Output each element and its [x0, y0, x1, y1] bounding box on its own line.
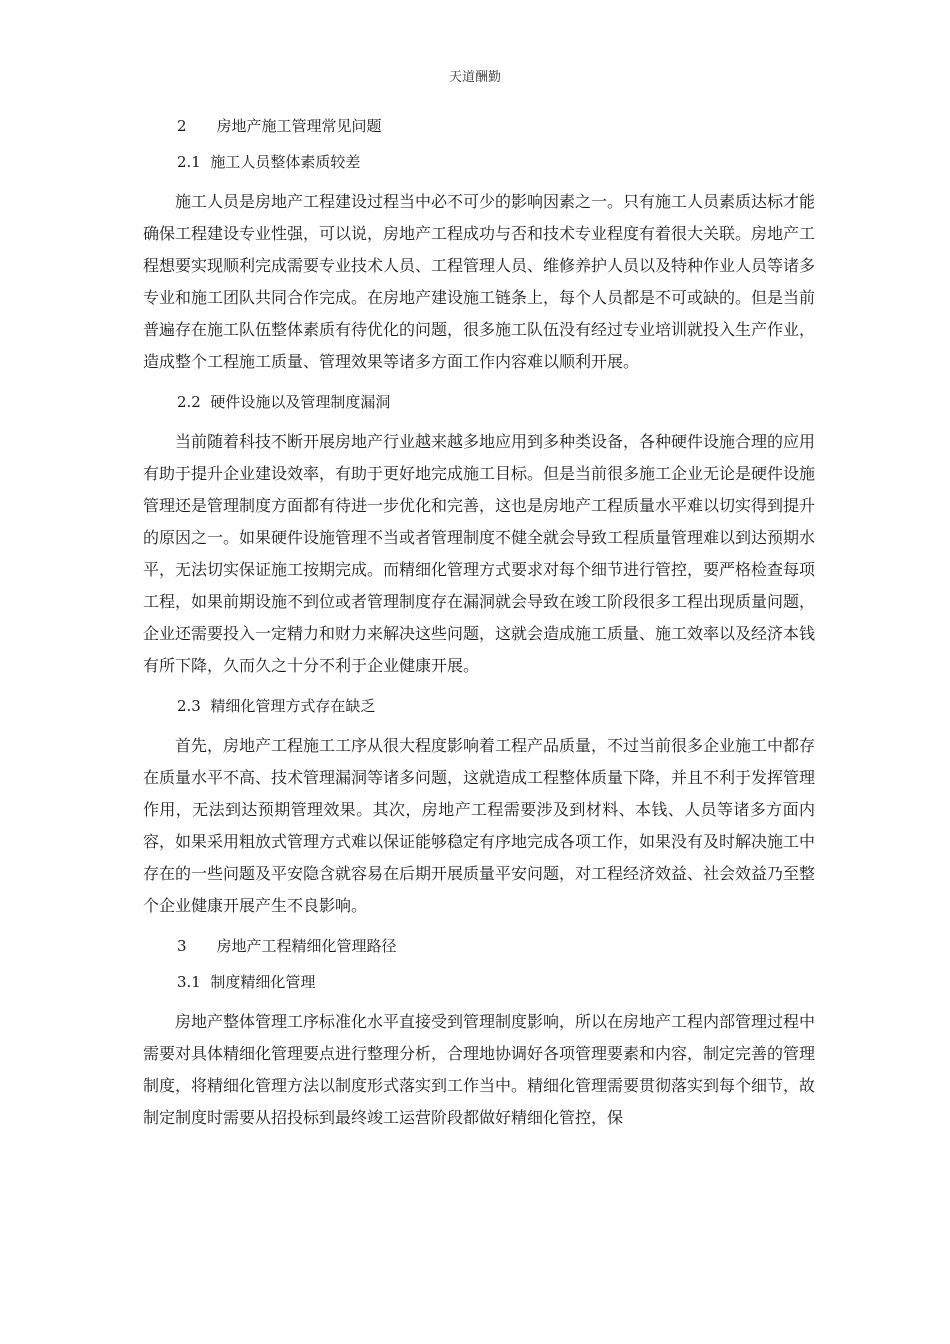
section-heading-2: 2 房地产施工管理常见问题: [177, 117, 382, 135]
subsection-heading-2-1: 2.1 施工人员整体素质较差: [177, 153, 361, 171]
subsection-heading-2-2: 2.2 硬件设施以及管理制度漏洞: [177, 393, 391, 411]
document-body: [143, 108, 815, 1140]
paragraph-3-1: 房地产整体管理工序标准化水平直接受到管理制度影响，所以在房地产工程内部管理过程中需要对具体精细化管理要点进行整理分析，合理地协调好各项管理要素和内容，制定完善的管理制度，将精细化管理方法以制度形式落实到工作当中。精细化管理需要贯彻落实到每个细节，故制定制度时需要从招投标到最终竣工运营阶段都做好精细化管控，保: [143, 1012, 816, 1127]
section-heading-3: 3 房地产工程精细化管理路径: [177, 937, 397, 955]
paragraph-2-2: 当前随着科技不断开展房地产行业越来越多地应用到多种类设备，各种硬件设施合理的应用有助于提升企业建设效率，有助于更好地完成施工目标。但是当前很多施工企业无论是硬件设施管理还是管理制度方面都有待进一步优化和完善，这也是房地产工程质量水平难以切实得到提升的原因之一。如果硬件设施管理不当或者管理制度不健全就会导致工程质量管理难以到达预期水平，无法切实保证施工按期完成。而精细化管理方式要求对每个细节进行管控，要严格检查每项工程，如果前期设施不到位或者管理制度存在漏洞就会导致在竣工阶段很多工程出现质量问题，企业还需要投入一定精力和财力来解决这些问题，这就会造成施工质量、施工效率以及经济本钱有所下降，久而久之十分不利于企业健康开展。: [143, 432, 816, 675]
paragraph-2-1: 施工人员是房地产工程建设过程当中必不可少的影响因素之一。只有施工人员素质达标才能确保工程建设专业性强，可以说，房地产工程成功与否和技术专业程度有着很大关联。房地产工程想要实现顺利完成需要专业技术人员、工程管理人员、维修养护人员以及特种作业人员等诸多专业和施工团队共同合作完成。在房地产建设施工链条上，每个人员都是不可或缺的。但是当前普遍存在施工队伍整体素质有待优化的问题，很多施工队伍没有经过专业培训就投入生产作业，造成整个工程施工质量、管理效果等诸多方面工作内容难以顺利开展。: [143, 192, 816, 371]
subsection-heading-3-1: 3.1 制度精细化管理: [177, 973, 316, 991]
subsection-heading-2-3: 2.3 精细化管理方式存在缺乏: [177, 697, 376, 715]
page-header: 天道酬勤: [448, 70, 501, 85]
paragraph-2-3: 首先，房地产工程施工工序从很大程度影响着工程产品质量，不过当前很多企业施工中都存在质量水平不高、技术管理漏洞等诸多问题，这就造成工程整体质量下降，并且不利于发挥管理作用，无法到达预期管理效果。其次，房地产工程需要涉及到材料、本钱、人员等诸多方面内容，如果采用粗放式管理方式难以保证能够稳定有序地完成各项工作，如果没有及时解决施工中存在的一些问题及平安隐含就容易在后期开展质量平安问题，对工程经济效益、社会效益乃至整个企业健康开展产生不良影响。: [143, 736, 816, 915]
